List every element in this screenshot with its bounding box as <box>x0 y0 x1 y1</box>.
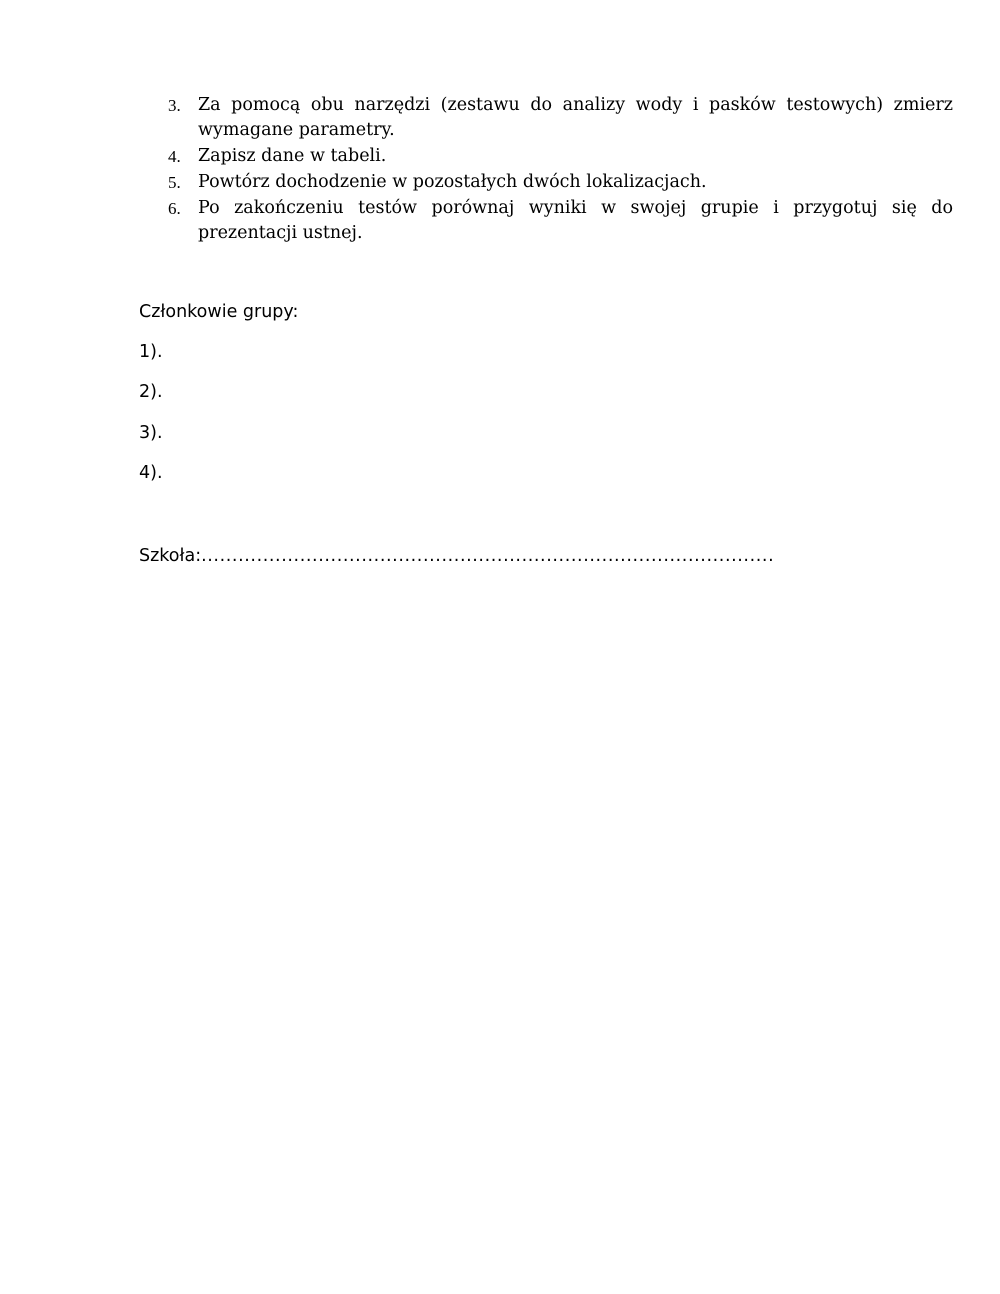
instruction-number: 4. <box>168 147 181 166</box>
instruction-text: Za pomocą obu narzędzi (zestawu do analizy wody i pasków testowych) zmierz wymagane parametry. <box>198 95 953 140</box>
instruction-number: 3. <box>168 96 181 115</box>
instruction-text: Po zakończeniu testów porównaj wyniki w swojej grupie i przygotuj się do prezentacji ustnej. <box>198 198 953 243</box>
group-member-line: 4). <box>139 463 163 483</box>
instruction-text: Zapisz dane w tabeli. <box>198 146 387 166</box>
school-fill-line: ............................................................................................. <box>201 546 775 566</box>
group-member-line: 2). <box>139 382 163 402</box>
group-member-line: 1). <box>139 342 163 362</box>
instruction-item <box>139 170 953 195</box>
school-field <box>139 544 774 569</box>
instruction-number: 6. <box>168 199 181 218</box>
instruction-item <box>139 196 953 246</box>
instruction-text: Powtórz dochodzenie w pozostałych dwóch lokalizacjach. <box>198 172 707 192</box>
instruction-list <box>139 93 953 247</box>
instruction-item <box>139 144 953 169</box>
school-label: Szkoła: <box>139 546 202 566</box>
instruction-item <box>139 93 953 143</box>
instruction-number: 5. <box>168 173 181 192</box>
group-members-heading: Członkowie grupy: <box>139 302 299 322</box>
group-member-line: 3). <box>139 423 163 443</box>
